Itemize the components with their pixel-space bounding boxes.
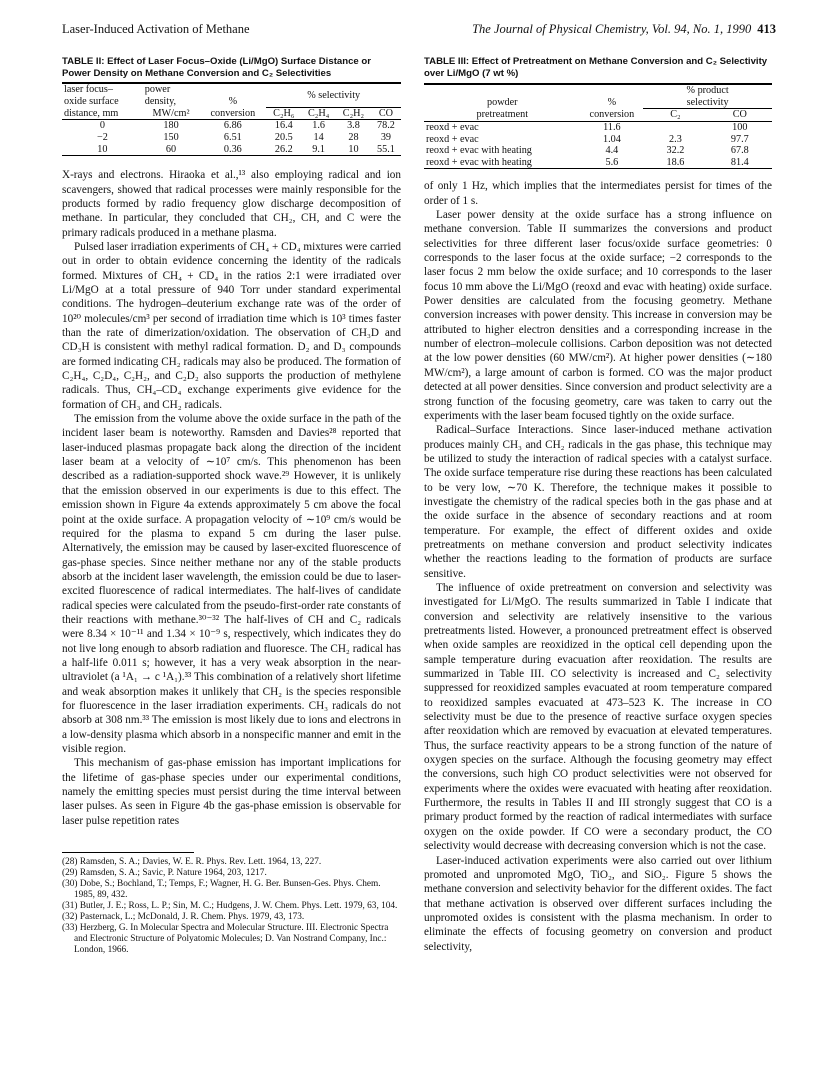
- table-row: [62, 144, 401, 156]
- table3: [424, 83, 772, 169]
- t2-h1-1: power: [143, 83, 200, 96]
- table-row: [424, 157, 772, 169]
- t2-h1-3: % selectivity: [266, 83, 401, 107]
- table-cell: 97.7: [730, 133, 749, 145]
- t2-h1-0: laser focus–: [62, 83, 143, 96]
- paragraph: of only 1 Hz, which implies that the intermediates persist for times of the order of 1 s.: [424, 180, 772, 207]
- t3-h3-0: pretreatment: [424, 109, 581, 122]
- t3-h2-0: powder: [487, 97, 518, 109]
- t2-h3-2: conversion: [199, 107, 266, 120]
- table-cell: 14: [313, 132, 324, 144]
- table-cell: 3.8: [347, 120, 360, 132]
- t3-h3-2: C₂: [643, 109, 707, 122]
- paragraph: Laser power density at the oxide surface has a strong influence on methane conversion. Table II summarizes the conversions and product selectivities for three different laser focus/oxide surface geometries: 0 corresponds to the laser focus at the oxide surface; −2 corresponds to the laser focus 2 mm below the oxide surface; and 10 corresponds to the laser focus 10 mm above the Li/MgO (reoxd and evac with heating) oxide surface. Power densities are calculated from the focusing geometry. Methane conversion increases with power density. This increase in conversion may be attributed to higher electron densities and a corresponding increase in the number of electron–molecule collisions. Carbon deposition was not detected at the low power densities (60 MW/cm²). At higher power densities (∼180 MW/cm²), a large amount of carbon is formed. CO was the major product detected at all power densities. Since conversion and product selectivity are a strong function of the focusing geometry, care was taken to carry out the experiments with the laser beam focused tightly on the oxide surface.: [424, 209, 772, 422]
- table-cell: 20.5: [274, 132, 293, 144]
- t2-h2-2: %: [228, 95, 238, 107]
- reference: (29) Ramsden, S. A.; Savic, P. Nature 1964, 203, 1217.: [62, 868, 267, 879]
- table-cell: 180: [163, 120, 179, 132]
- t2-h3-5: C₂H₂: [336, 107, 371, 120]
- t2-h2-1: density,: [144, 95, 177, 107]
- table-cell: 32.2: [666, 145, 685, 157]
- t2-h3-1: MW/cm²: [143, 107, 200, 120]
- t3-h3-3: CO: [708, 109, 772, 122]
- table-cell: 6.86: [223, 120, 242, 132]
- table-cell: 10: [62, 144, 143, 156]
- t2-h1-2: [199, 83, 266, 96]
- table-cell: 1.6: [312, 120, 325, 132]
- table2-caption: TABLE II: Effect of Laser Focus–Oxide (Li/MgO) Surface Distance or Power Density on Methane Conversion and C₂ Selectivities: [62, 56, 372, 79]
- table-cell: −2: [96, 132, 108, 144]
- table-cell: 78.2: [377, 120, 395, 132]
- t2-h3-6: CO: [371, 107, 401, 120]
- table-cell: 100: [732, 121, 748, 133]
- footnote-rule: [62, 852, 194, 853]
- table-row: [62, 120, 401, 132]
- table-cell: 1.04: [602, 133, 621, 145]
- table-cell: [643, 121, 707, 133]
- table-cell: 2.3: [669, 133, 682, 145]
- table-cell: 60: [143, 144, 200, 156]
- reference: (30) Dobe, S.; Bochland, T.; Temps, F.; Wagner, H. G. Ber. Bunsen-Ges. Phys. Chem. 1985, 89, 432.: [62, 879, 381, 901]
- t2-h3-3: C₂H₆: [266, 107, 301, 120]
- table-cell: 4.4: [605, 145, 619, 157]
- table-cell: 55.1: [371, 144, 401, 156]
- t3-h2-1: %: [607, 97, 617, 109]
- reference: (33) Herzberg, G. In Molecular Spectra and Molecular Structure. III. Electronic Spectra and Electronic Structure of Polyatomic Molecules; D. Van Nostrand Company, Inc.: London, 1966.: [62, 923, 389, 956]
- table2: [62, 82, 401, 156]
- table-cell: 11.6: [603, 121, 621, 133]
- t2-h3-4: C₂H₄: [301, 107, 336, 120]
- right-column: [424, 56, 772, 954]
- table-cell: reoxd + evac with heating: [426, 145, 532, 157]
- paragraph: This mechanism of gas-phase emission has important implications for the lifetime of gas-phase species under our experimental conditions, namely the emitting species must persist during the time interval between laser pulses. As seen in Figure 4b the gas-phase emission is observable for laser pulse repetition rates: [62, 757, 401, 827]
- journal-header: [472, 22, 776, 37]
- t3-h1-0: % product: [643, 84, 772, 97]
- table-cell: reoxd + evac with heating: [424, 157, 581, 169]
- reference: (28) Ramsden, S. A.; Davies, W. E. R. Phys. Rev. Lett. 1964, 13, 227.: [62, 857, 322, 868]
- table-cell: 18.6: [643, 157, 707, 169]
- table-cell: 5.6: [581, 157, 644, 169]
- table-cell: 81.4: [708, 157, 772, 169]
- reference: (32) Pasternack, L.; McDonald, J. R. Chem. Phys. 1979, 43, 173.: [62, 912, 305, 923]
- table-cell: 10: [336, 144, 371, 156]
- paragraph: Radical–Surface Interactions. Since laser-induced methane activation produces mainly CH₃ and CH₂ radicals in the gas phase, this technique may be utilized to study the interaction of radical species with a catalyst surface. The oxide surface temperature rise during these reactions has been calculated to be very low, ∼70 K. Therefore, the technique makes it possible to investigate the chemistry of the radical species both in the gas phase and at the oxide surface in the absence of secondary reactions and at room temperature. For example, the effect of different oxides and oxide pretreatments on methane conversion and product selectivity indicates whether the reactions leading to the formation of products are surface sensitive.: [424, 424, 772, 580]
- table-cell: reoxd + evac: [426, 121, 479, 133]
- table3-caption: TABLE III: Effect of Pretreatment on Methane Conversion and C₂ Selectivity over Li/MgO (7 wt %): [424, 56, 768, 79]
- table-cell: 67.8: [730, 145, 749, 157]
- table-row: [424, 145, 772, 157]
- table-cell: 150: [163, 132, 179, 144]
- table-cell: 9.1: [301, 144, 336, 156]
- table-cell: 0: [99, 120, 105, 132]
- t2-h3-0: distance, mm: [62, 107, 143, 120]
- table-cell: 28: [348, 132, 359, 144]
- references: [62, 852, 401, 956]
- paragraph: Pulsed laser irradiation experiments of CH₄ + CD₄ mixtures were carried out in order to obtain evidence concerning the identity of the radicals formed. Mixtures of CH₄ + CD₄ in the ratios 2:1 were irradiated over Li/MgO at a total pressure of 940 Torr under standard experimental conditions. The hydrogen–deuterium exchange rate was of the order of 10²⁰ molecules/cm³ per second of irradiation time which is 10³ times faster than the rate of dimerization/oxidation. The observation of CH₃D and CD₃H is consistent with methyl radical formation. D₂ and D₃ compounds are formed indicating CH₂ radicals may also be produced. The formation of C₂H₄, C₂D₄, C₂H₂, and C₂D₂ also supports the production of methylene radicals. Thus, CH₄–CD₄ exchange experiments give evidence for the formation of CH₃ and CH₂ radicals.: [62, 240, 401, 411]
- left-column: [62, 56, 401, 956]
- table-cell: 6.51: [223, 132, 242, 144]
- table-row: [424, 134, 772, 146]
- paragraph: X-rays and electrons. Hiraoka et al.,¹³ also employing radical and ion scavengers, showed that radical processes were mainly responsible for the products formed by radio frequency glow discharge decomposition of methane. In particular, they concluded that CH₂, CH, and C were the primary radicals produced in a methane plasma.: [62, 169, 401, 239]
- running-header: Laser-Induced Activation of Methane: [62, 22, 250, 36]
- table-cell: 26.2: [266, 144, 301, 156]
- paragraph: Laser-induced activation experiments were also carried out over lithium promoted and unpromoted MgO, TiO₂, and SiO₂. Figure 5 shows the methane conversion and selectivity behavior for the different oxides. The fact that methane activation is observed over different surfaces including the unpromoted oxides is consistent with the plasma mechanism. In order to eliminate the effects of focusing geometry on conversion and product selectivity,: [424, 854, 772, 953]
- reference: (31) Butler, J. E.; Ross, L. P.; Sin, M. C.; Hudgens, J. W. Chem. Phys. Lett. 1979, 63, 104.: [62, 901, 398, 912]
- table-cell: 0.36: [199, 144, 266, 156]
- table-cell: reoxd + evac: [426, 133, 479, 145]
- journal-citation: The Journal of Physical Chemistry, Vol. 94, No. 1, 1990: [472, 22, 752, 36]
- table-cell: 16.4: [274, 120, 293, 132]
- paragraph: The influence of oxide pretreatment on conversion and selectivity was investigated for Li/MgO. The results summarized in Table I indicate that conversion and selectivity are relatively insensitive to the various pretreatments listed. However, a pronounced pretreatment effect is observed when oxide samples are reoxidized in the optical cell depending upon the sample temperature during evacuation after reoxidation. The results are summarized in Table III. CO selectivity is increased and C₂ selectivity suppressed for reoxidized samples evacuated at room temperature compared to reoxidized samples evacuated at 473–523 K. The increase in CO selectivity must be due to the presence of reactive surface oxygen species after reoxidation which are removed by evacuation at elevated temperatures. Thus, the surface reactivity appears to be a strong function of the nature of oxygen species on the surface. Although the focusing geometry may effect the conversions, such high CO product selectivities were not observed for experiments where the oxides were evacuated with heating after reoxidation. Furthermore, the results in Tables II and III strongly suggest that CO is a primary product formed by the reaction of radical intermediates with surface oxygen on the oxide powder. If CO were a secondary product, the CO selectivity would decrease with decreasing conversion which is not the case.: [424, 581, 772, 853]
- t3-h1-1: selectivity: [686, 96, 729, 108]
- table-row: [62, 132, 401, 144]
- table-row: [424, 121, 772, 133]
- t2-h2-0: oxide surface: [64, 95, 119, 107]
- table-cell: 39: [380, 132, 392, 144]
- t3-h3-1: conversion: [581, 109, 644, 122]
- page-number: 413: [757, 22, 776, 36]
- paragraph: The emission from the volume above the oxide surface in the path of the incident laser beam is noteworthy. Ramsden and Davies²⁸ reported that laser-induced plasmas propagate back along the direction of the incident laser beam at a velocity of ∼10⁷ cm/s. This phenomenon has been described as a radiation-supported shock wave.²⁹ However, it is unlikely that the emission observed in our experiments is due to this effect. The emission shown in Figure 4a extends approximately 5 cm above the focal point at the oxide surface. A propagation velocity of ∼10⁹ cm/s would be required for the plasma to expand 5 cm during the laser pulse. Alternatively, the emission may be caused by laser-excited fluorescence of gas-phase species. Since neither methane nor any of the stable products absorb at the incident laser wavelength, the emission could be due to laser-excited fluorescence of radical intermediates. The half-lives of candidate radical species were calculated from the pseudo-first-order rate constants of their reactions with methane.³⁰⁻³² The half-lives of CH and C₂ radicals were 8.34 × 10⁻¹¹ and 1.34 × 10⁻⁹ s, respectively, which indicates they do not live long enough to absorb radiation and fluoresce. The CH₂ radical has a half-life 0.011 s; however, it has a very weak absorption in the near-ultraviolet (a ¹A₁ → c ¹A₁).³³ This combination of a relatively short lifetime and weak absorption makes it unlikely that CH₂ is the species responsible for fluorescence in the laser irradiation experiments. CH₃ radicals do not absorb at 308 nm.³³ The emission is most likely due to ions and electrons in a low-density plasma which absorb in a nonspecific manner and emit in the visible region.: [62, 413, 401, 755]
